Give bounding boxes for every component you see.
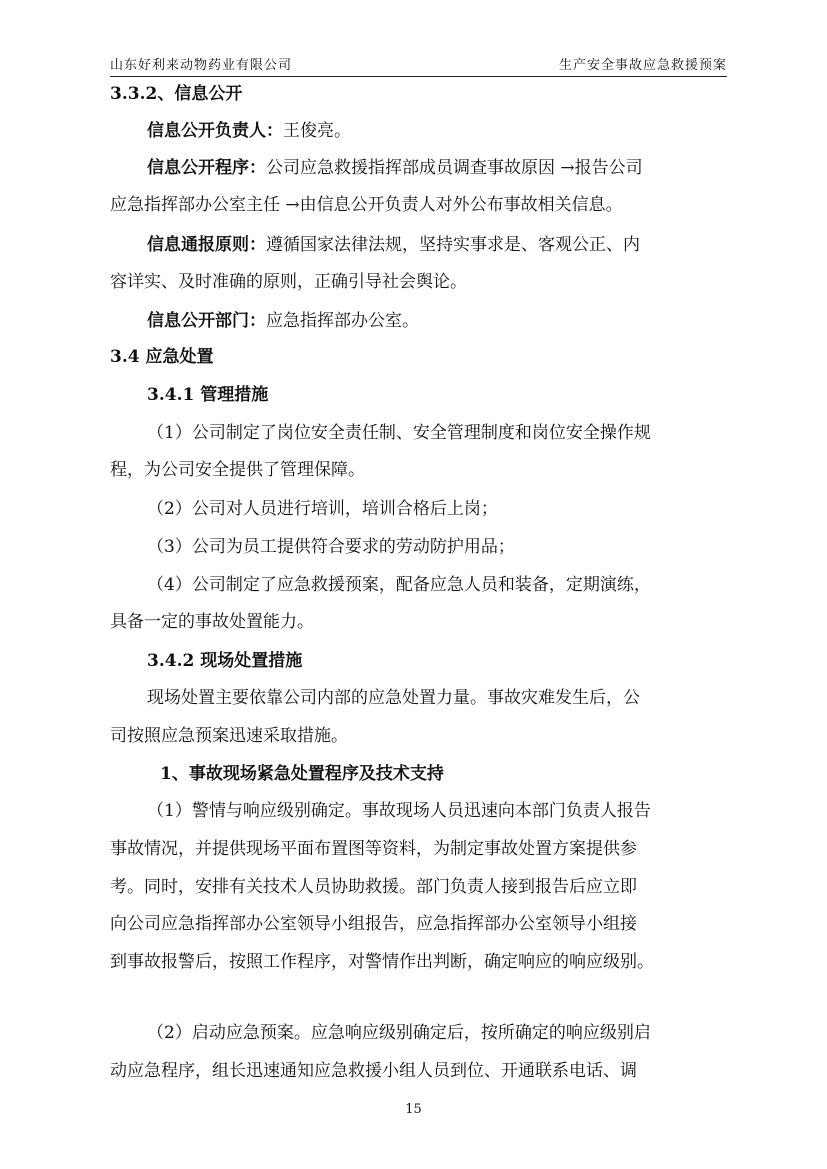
info-procedure-line-2: 应急指挥部办公室主任 →由信息公开负责人对外公布事故相关信息。 — [110, 195, 623, 215]
info-officer-paragraph — [147, 119, 351, 143]
header-divider — [110, 76, 727, 77]
section-3-4-title: 3.4 应急处置 — [110, 347, 214, 367]
info-principle-line-1 — [147, 233, 640, 257]
step-1-line-3: 考。同时，安排有关技术人员协助救援。部门负责人接到报告后应立即 — [110, 877, 637, 897]
section-3-3-2-title: 3.3.2、信息公开 — [110, 84, 243, 104]
info-procedure-line-1 — [147, 156, 643, 180]
info-principle-value-1: 遵循国家法律法规，坚持实事求是、客观公正、内 — [266, 235, 640, 255]
info-principle-line-2: 容详实、及时准确的原则，正确引导社会舆论。 — [110, 272, 467, 292]
info-procedure-label: 信息公开程序： — [147, 158, 266, 178]
info-department-paragraph — [147, 309, 419, 333]
subsection-1-title: 1、事故现场紧急处置程序及技术支持 — [160, 764, 444, 784]
page-header — [110, 52, 727, 76]
header-document-title: 生产安全事故应急救援预案 — [558, 58, 727, 73]
measure-4-line-2: 具备一定的事故处置能力。 — [110, 612, 314, 632]
page-number: 15 — [405, 1102, 422, 1117]
step-1-line-2: 事故情况，并提供现场平面布置图等资料，为制定事故处置方案提供参 — [110, 839, 637, 859]
info-procedure-value-1: 公司应急救援指挥部成员调查事故原因 →报告公司 — [266, 158, 643, 178]
info-officer-value: 王俊亮。 — [283, 121, 351, 141]
section-3-4-2-title: 3.4.2 现场处置措施 — [147, 651, 303, 671]
step-1-line-4: 向公司应急指挥部办公室领导小组报告，应急指挥部办公室领导小组接 — [110, 914, 637, 934]
info-officer-label: 信息公开负责人： — [147, 121, 283, 141]
measure-2: （2）公司对人员进行培训，培训合格后上岗； — [147, 499, 498, 519]
section-3-4-1-title: 3.4.1 管理措施 — [147, 385, 269, 405]
info-department-value: 应急指挥部办公室。 — [266, 311, 419, 331]
header-company-name: 山东好利来动物药业有限公司 — [110, 58, 293, 73]
step-1-line-5: 到事故报警后，按照工作程序，对警情作出判断，确定响应的响应级别。 — [110, 952, 654, 972]
onsite-paragraph-line-1: 现场处置主要依靠公司内部的应急处置力量。事故灾难发生后，公 — [147, 688, 640, 708]
info-department-label: 信息公开部门： — [147, 311, 266, 331]
measure-1-line-2: 程，为公司安全提供了管理保障。 — [110, 460, 365, 480]
step-2-line-1: （2）启动应急预案。应急响应级别确定后，按所确定的响应级别启 — [147, 1023, 651, 1043]
onsite-paragraph-line-2: 司按照应急预案迅速采取措施。 — [110, 726, 348, 746]
measure-1-line-1: （1）公司制定了岗位安全责任制、安全管理制度和岗位安全操作规 — [147, 423, 651, 443]
step-2-line-2: 动应急程序，组长迅速通知应急救援小组人员到位、开通联系电话、调 — [110, 1061, 637, 1081]
measure-3: （3）公司为员工提供符合要求的劳动防护用品； — [147, 537, 515, 557]
info-principle-label: 信息通报原则： — [147, 235, 266, 255]
measure-4-line-1: （4）公司制定了应急救援预案，配备应急人员和装备，定期演练， — [147, 575, 651, 595]
step-1-line-1: （1）警情与响应级别确定。事故现场人员迅速向本部门负责人报告 — [147, 801, 651, 821]
